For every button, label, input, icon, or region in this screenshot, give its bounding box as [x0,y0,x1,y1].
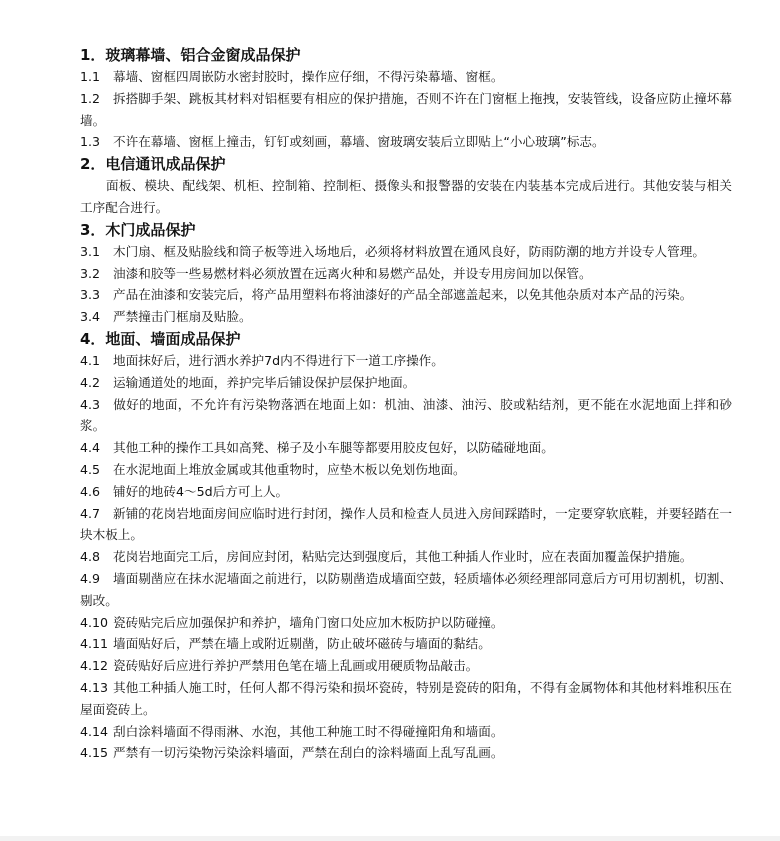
item-text: 瓷砖贴好后应进行养护严禁用色笔在墙上乱画或用硬质物品敲击。 [113,658,479,674]
item-text: 其他工种的操作工具如高凳、梯子及小车腿等都要用胶皮包好，以防磕碰地面。 [113,440,554,456]
item-number: 4.12 [80,658,109,674]
list-item [80,372,732,394]
section-heading: 2．电信通讯成品保护 [80,155,226,174]
item-number: 4.5 [80,461,101,477]
section-heading: 4．地面、墙面成品保护 [80,329,241,348]
list-item [80,721,732,743]
item-text: 瓷砖贴完后应加强保护和养护，墙角门窗口处应加木板防护以防碰撞。 [113,614,504,630]
item-number: 4.14 [80,723,109,739]
item-number: 4.7 [80,505,101,521]
item-text: 地面抹好后，进行洒水养护7d内不得进行下一道工序操作。 [113,352,444,368]
list-item [80,394,732,438]
item-text: 不许在幕墙、窗框上撞击，钉钉或刻画，幕墙、窗玻璃安装后立即贴上“小心玻璃”标志。 [113,134,605,150]
list-item [80,350,732,372]
item-text: 刮白涂料墙面不得雨淋、水泡，其他工种施工时不得碰撞阳角和墙面。 [113,723,504,739]
item-text: 做好的地面，不允许有污染物落洒在地面上如：机油、油漆、油污、胶或粘结剂，更不能在水泥地面上拌和砂浆。 [80,396,732,434]
item-number: 3.3 [80,287,101,303]
item-number: 1.3 [80,134,101,150]
item-text: 其他工种插人施工时，任何人都不得污染和损坏瓷砖，特别是瓷砖的阳角，不得有金属物体和其他材料堆积压在屋面瓷砖上。 [80,679,732,717]
item-number: 4.10 [80,614,109,630]
list-item [80,459,732,481]
item-text: 严禁有一切污染物污染涂料墙面，严禁在刮白的涂料墙面上乱写乱画。 [113,745,504,761]
item-number: 4.13 [80,679,109,695]
list-item [80,568,732,612]
item-number: 4.6 [80,483,101,499]
list-item [80,88,732,132]
section-heading: 3．木门成品保护 [80,220,196,239]
list-item [80,66,732,88]
item-number: 4.8 [80,549,101,565]
list-item [80,655,732,677]
item-number: 1.2 [80,90,101,106]
list-item [80,241,732,263]
list-item [80,263,732,285]
item-text: 铺好的地砖4～5d后方可上人。 [113,483,289,499]
item-number: 4.9 [80,570,101,586]
item-number: 3.2 [80,265,101,281]
item-number: 3.1 [80,243,101,259]
list-item [80,306,732,328]
item-text: 拆搭脚手架、跳板其材料对铝框要有相应的保护措施，否则不许在门窗框上拖拽，安装管线，设备应防止撞坏幕墙。 [80,90,732,128]
list-item [80,612,732,634]
list-item [80,481,732,503]
item-number: 4.3 [80,396,101,412]
list-item [80,742,732,764]
list-item [80,437,732,459]
item-number: 4.11 [80,636,109,652]
item-number: 3.4 [80,309,101,325]
item-number: 4.15 [80,745,109,761]
item-text: 幕墙、窗框四周嵌防水密封胶时，操作应仔细，不得污染幕墙、窗框。 [113,69,504,84]
document-body [80,44,732,764]
list-item [80,503,732,547]
page-bottom-edge [0,836,780,841]
item-text: 墙面贴好后，严禁在墙上或附近剔凿，防止破坏磁砖与墙面的黏结。 [113,636,491,652]
item-text: 木门扇、框及贴脸线和筒子板等进入场地后，必须将材料放置在通风良好，防雨防潮的地方并设专人管理。 [113,243,705,259]
list-item [80,284,732,306]
item-text: 花岗岩地面完工后，房间应封闭，粘贴完达到强度后，其他工种插人作业时，应在表面加覆盖保护措施。 [113,549,693,565]
list-item [80,131,732,153]
item-text: 新铺的花岗岩地面房间应临时进行封闭，操作人员和检查人员进入房间踩踏时，一定要穿软底鞋，并要轻踏在一块木板上。 [80,505,732,543]
item-number: 4.1 [80,352,101,368]
item-number: 1.1 [80,69,101,84]
item-number: 4.2 [80,374,101,390]
item-text: 油漆和胶等一些易燃材料必须放置在远离火种和易燃产品处，并设专用房间加以保管。 [113,265,592,281]
section-heading: 1．玻璃幕墙、铝合金窗成品保护 [80,46,301,64]
list-item [80,546,732,568]
item-text: 产品在油漆和安装完后，将产品用塑料布将油漆好的产品全部遮盖起来，以免其他杂质对本产品的污染。 [113,287,693,303]
list-item [80,677,732,721]
body-paragraph: 面板、模块、配线架、机柜、控制箱、控制柜、摄像头和报警器的安装在内装基本完成后进行。其他安装与相关工序配合进行。 [80,178,732,215]
item-text: 墙面剔凿应在抹水泥墙面之前进行，以防剔凿造成墙面空鼓，轻质墙体必须经理部同意后方可用切割机，切割、剔改。 [80,570,732,608]
item-text: 在水泥地面上堆放金属或其他重物时，应垫木板以免划伤地面。 [113,461,466,477]
list-item [80,633,732,655]
item-text: 严禁撞击门框扇及贴脸。 [113,309,252,325]
item-text: 运输通道处的地面，养护完毕后铺设保护层保护地面。 [113,374,416,390]
item-number: 4.4 [80,440,101,456]
